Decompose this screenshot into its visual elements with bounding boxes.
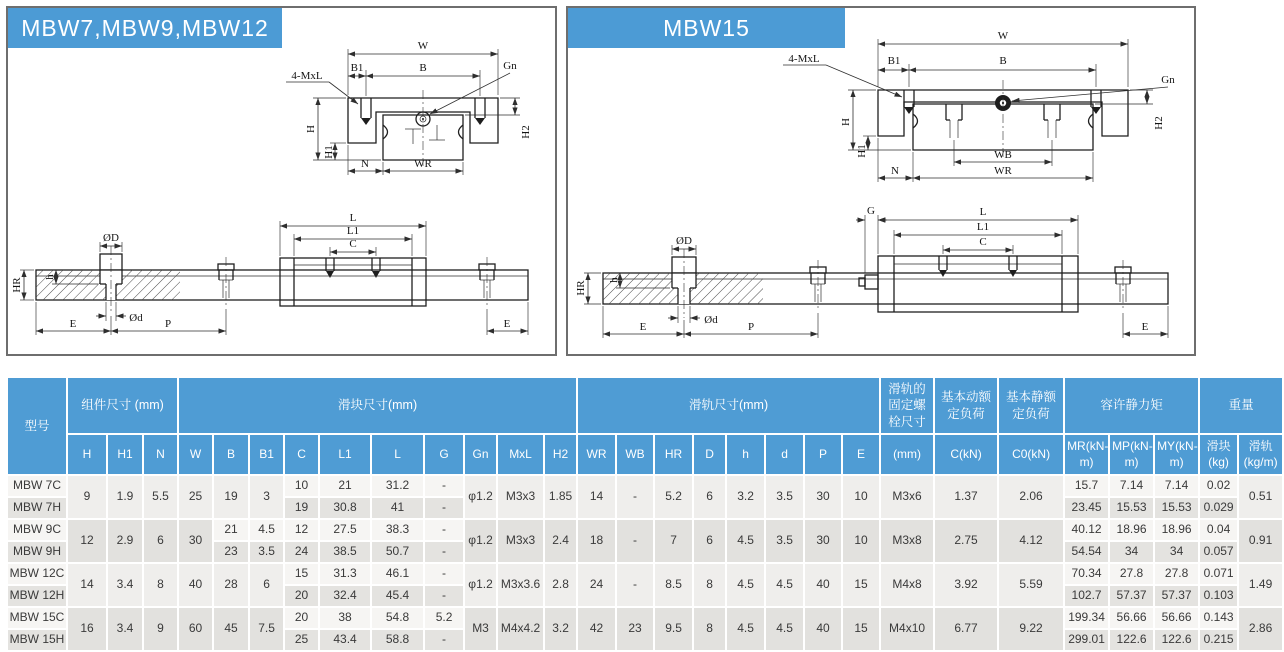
cell: 45 [214, 608, 248, 650]
cell: M4x4.2 [498, 608, 543, 650]
cell: 46.1 [372, 564, 423, 584]
cell: 122.6 [1155, 630, 1198, 650]
group-header: 滑块尺寸(mm) [179, 378, 576, 433]
cell: 5.2 [655, 476, 692, 518]
col-header: E [843, 435, 879, 474]
dim-label-b: B [999, 55, 1007, 67]
col-header: N [144, 435, 177, 474]
dim-label-dia-d-lower: Ød [704, 314, 718, 326]
cell: 0.04 [1200, 520, 1237, 540]
col-header: C0(kN) [999, 435, 1063, 474]
cell: 4.5 [727, 564, 764, 606]
cell: 38 [320, 608, 370, 628]
cell: M3x6 [881, 476, 933, 518]
dim-label-dia-d-upper: ØD [676, 235, 692, 247]
dim-label-b1: B1 [350, 62, 364, 74]
col-header: MY(kN-m) [1155, 435, 1198, 474]
cell: 70.34 [1065, 564, 1108, 584]
row-model-mbw-9c: MBW 9C [8, 520, 66, 540]
table-row [8, 564, 1282, 584]
cell: 40 [179, 564, 212, 606]
cell: 8.5 [655, 564, 692, 606]
cell: 7.14 [1155, 476, 1198, 496]
group-header: 容许静力矩 [1065, 378, 1198, 433]
cell: 7.14 [1110, 476, 1153, 496]
spec-table [6, 376, 1284, 652]
dim-label-wr: WR [414, 158, 432, 170]
cell: 30.8 [320, 498, 370, 518]
cell: 15.53 [1155, 498, 1198, 518]
cell: 27.8 [1110, 564, 1153, 584]
dim-label-hr: HR [11, 277, 23, 293]
dim-label-e-right: E [1141, 321, 1149, 333]
col-header: MP(kN-m) [1110, 435, 1153, 474]
cell: - [425, 520, 463, 540]
cell: M3x3.6 [498, 564, 543, 606]
cell: 199.34 [1065, 608, 1108, 628]
dim-label-h-small: h [608, 277, 620, 283]
cell: 8 [144, 564, 177, 606]
cell: 4.5 [727, 520, 764, 562]
row-model-mbw-15c: MBW 15C [8, 608, 66, 628]
cell: 6 [144, 520, 177, 562]
cell: 23 [214, 542, 248, 562]
cell: 12 [285, 520, 318, 540]
col-header: H [68, 435, 106, 474]
cell: 43.4 [320, 630, 370, 650]
dim-label-c: C [979, 236, 987, 248]
row-model-mbw-7c: MBW 7C [8, 476, 66, 496]
col-header: L [372, 435, 423, 474]
col-header: W [179, 435, 212, 474]
cell: 27.5 [320, 520, 370, 540]
col-header: C(kN) [935, 435, 997, 474]
col-header: WB [617, 435, 653, 474]
cell: 1.85 [545, 476, 576, 518]
col-header-model: 型号 [8, 378, 66, 474]
dim-label-l1: L1 [976, 221, 990, 233]
dim-label-g: G [867, 205, 875, 217]
cell: 20 [285, 608, 318, 628]
cell: - [425, 564, 463, 584]
cell: 32.4 [320, 586, 370, 606]
cell: 25 [285, 630, 318, 650]
cell: 57.37 [1110, 586, 1153, 606]
cell: 31.2 [372, 476, 423, 496]
group-header: 基本静额定负荷 [999, 378, 1063, 433]
cell: 0.51 [1239, 476, 1282, 518]
col-header: L1 [320, 435, 370, 474]
cell: 122.6 [1110, 630, 1153, 650]
cell: 15.7 [1065, 476, 1108, 496]
row-model-mbw-15h: MBW 15H [8, 630, 66, 650]
cell: 60 [179, 608, 212, 650]
cell: 10 [843, 476, 879, 518]
dim-label-dia-d-upper: ØD [103, 232, 119, 244]
cell: - [425, 498, 463, 518]
cell: 4.5 [727, 608, 764, 650]
dim-label-n: N [361, 158, 369, 170]
panel-title-right [568, 8, 845, 48]
spec-table-wrap [6, 376, 1278, 652]
cell: 42 [578, 608, 615, 650]
cell: 3.5 [766, 476, 803, 518]
col-header: G [425, 435, 463, 474]
cell: 2.86 [1239, 608, 1282, 650]
table-row [8, 520, 1282, 540]
cell: 34 [1155, 542, 1198, 562]
cell: 5.59 [999, 564, 1063, 606]
cell: 10 [285, 476, 318, 496]
cell: 15 [285, 564, 318, 584]
cell: 27.8 [1155, 564, 1198, 584]
cell: M3x8 [881, 520, 933, 562]
cell: 8 [694, 564, 725, 606]
cell: 0.103 [1200, 586, 1237, 606]
col-header: MxL [498, 435, 543, 474]
cell: 40 [805, 564, 841, 606]
cell: 2.9 [108, 520, 142, 562]
cell: 31.3 [320, 564, 370, 584]
cell: 3 [250, 476, 283, 518]
cell: - [617, 564, 653, 606]
cell: M3x3 [498, 476, 543, 518]
rail-hole-slot [946, 104, 962, 138]
cell: 28 [214, 564, 248, 606]
dim-label-h1: H1 [856, 144, 868, 158]
cell: 5.5 [144, 476, 177, 518]
row-model-mbw-7h: MBW 7H [8, 498, 66, 518]
col-header: d [766, 435, 803, 474]
cell: 14 [68, 564, 106, 606]
col-header: 滑轨(kg/m) [1239, 435, 1282, 474]
group-header: 基本动额定负荷 [935, 378, 997, 433]
cell: 6 [694, 520, 725, 562]
cell: 2.75 [935, 520, 997, 562]
row-model-mbw-9h: MBW 9H [8, 542, 66, 562]
cell: φ1.2 [465, 564, 496, 606]
cell: 2.8 [545, 564, 576, 606]
cell: 4.5 [766, 608, 803, 650]
dim-label-p: P [164, 318, 172, 330]
cell: 0.215 [1200, 630, 1237, 650]
dim-label-h: H [840, 118, 852, 126]
cell: 5.2 [425, 608, 463, 628]
dim-label-w: W [997, 30, 1009, 42]
cell: 6 [694, 476, 725, 518]
dim-label-e-left: E [639, 321, 647, 333]
cell: φ1.2 [465, 476, 496, 518]
cell: 50.7 [372, 542, 423, 562]
col-header: H2 [545, 435, 576, 474]
cell: 0.057 [1200, 542, 1237, 562]
cell: M3x3 [498, 520, 543, 562]
cell: 2.4 [545, 520, 576, 562]
cell: M4x10 [881, 608, 933, 650]
col-header: P [805, 435, 841, 474]
cell: 15 [843, 608, 879, 650]
cell: 0.143 [1200, 608, 1237, 628]
cell: 0.071 [1200, 564, 1237, 584]
dim-label-wr: WR [994, 165, 1012, 177]
cell: 9.5 [655, 608, 692, 650]
col-header: h [727, 435, 764, 474]
cell: 10 [843, 520, 879, 562]
rail-hole-slot [1044, 104, 1060, 138]
cell: - [425, 476, 463, 496]
cell: 9.22 [999, 608, 1063, 650]
dim-label-4mxl: 4-MxL [788, 53, 820, 65]
cell: 34 [1110, 542, 1153, 562]
table-row [8, 476, 1282, 496]
cell: 4.5 [250, 520, 283, 540]
cell: - [617, 520, 653, 562]
diagram-panel-mbw7-9-12 [6, 6, 557, 356]
dim-label-p: P [747, 321, 755, 333]
group-header: 滑轨尺寸(mm) [578, 378, 879, 433]
dim-label-e-right: E [503, 318, 511, 330]
cell: 7.5 [250, 608, 283, 650]
cell: 4.5 [766, 564, 803, 606]
row-model-mbw-12h: MBW 12H [8, 586, 66, 606]
diagram-panel-mbw15 [566, 6, 1196, 356]
dim-label-gn: Gn [1161, 74, 1175, 86]
cell: 19 [214, 476, 248, 518]
dim-label-dia-d-lower: Ød [129, 312, 143, 324]
dim-label-l: L [979, 206, 987, 218]
dim-label-h-small: h [44, 274, 56, 280]
cell: 18 [578, 520, 615, 562]
cell: 3.5 [766, 520, 803, 562]
cell: 30 [805, 476, 841, 518]
dim-label-h2: H2 [520, 125, 532, 139]
col-header: Gn [465, 435, 496, 474]
dim-label-wb: WB [994, 149, 1012, 161]
cell: 15.53 [1110, 498, 1153, 518]
cell: 3.4 [108, 564, 142, 606]
cell: 38.5 [320, 542, 370, 562]
group-header: 滑轨的固定螺栓尺寸 [881, 378, 933, 433]
dim-label-b: B [419, 62, 427, 74]
col-header: 滑块(kg) [1200, 435, 1237, 474]
cell: 1.49 [1239, 564, 1282, 606]
cell: 16 [68, 608, 106, 650]
dim-label-h: H [305, 125, 317, 133]
drawing-cross-and-side-view-small [8, 8, 555, 354]
side-view [11, 212, 528, 335]
dim-label-gn: Gn [503, 60, 517, 72]
panel-title-right-text: MBW15 [663, 14, 750, 41]
side-view [575, 205, 1168, 338]
dim-label-b1: B1 [887, 55, 901, 67]
cell: 25 [179, 476, 212, 518]
dim-label-w: W [417, 40, 429, 52]
cell: 23.45 [1065, 498, 1108, 518]
cell: 4.12 [999, 520, 1063, 562]
cross-section-view [286, 40, 532, 175]
cell: 38.3 [372, 520, 423, 540]
cell: - [425, 586, 463, 606]
cell: - [425, 542, 463, 562]
cell: 102.7 [1065, 586, 1108, 606]
cell: - [617, 476, 653, 518]
col-header: B [214, 435, 248, 474]
cell: 12 [68, 520, 106, 562]
col-header: C [285, 435, 318, 474]
col-header: H1 [108, 435, 142, 474]
col-header: HR [655, 435, 692, 474]
cell: 3.5 [250, 542, 283, 562]
cell: - [425, 630, 463, 650]
dim-label-n: N [891, 165, 899, 177]
cell: 18.96 [1110, 520, 1153, 540]
cell: 6.77 [935, 608, 997, 650]
cell: 23 [617, 608, 653, 650]
cell: 3.2 [727, 476, 764, 518]
cell: 41 [372, 498, 423, 518]
group-header: 重量 [1200, 378, 1282, 433]
panel-title-left [8, 8, 282, 48]
cell: 15 [843, 564, 879, 606]
cross-section-view [783, 30, 1175, 182]
cell: 7 [655, 520, 692, 562]
cell: 57.37 [1155, 586, 1198, 606]
cell: 3.92 [935, 564, 997, 606]
dim-label-l: L [349, 212, 357, 224]
dim-label-hr: HR [575, 280, 587, 296]
col-header: B1 [250, 435, 283, 474]
row-model-mbw-12c: MBW 12C [8, 564, 66, 584]
dim-label-c: C [349, 238, 357, 250]
cell: 30 [179, 520, 212, 562]
cell: 14 [578, 476, 615, 518]
cell: 40 [805, 608, 841, 650]
table-row [8, 608, 1282, 628]
cell: 58.8 [372, 630, 423, 650]
col-header: WR [578, 435, 615, 474]
cell: 0.02 [1200, 476, 1237, 496]
cell: 1.9 [108, 476, 142, 518]
col-header: MR(kN-m) [1065, 435, 1108, 474]
cell: 21 [320, 476, 370, 496]
cell: 9 [68, 476, 106, 518]
cell: 19 [285, 498, 318, 518]
drawing-cross-and-side-view-wide [568, 8, 1194, 354]
cell: M4x8 [881, 564, 933, 606]
cell: 3.2 [545, 608, 576, 650]
cell: 0.91 [1239, 520, 1282, 562]
col-header: D [694, 435, 725, 474]
cell: 9 [144, 608, 177, 650]
col-header: (mm) [881, 435, 933, 474]
dim-label-4mxl: 4-MxL [291, 70, 323, 82]
cell: 40.12 [1065, 520, 1108, 540]
cell: 8 [694, 608, 725, 650]
cell: 54.54 [1065, 542, 1108, 562]
dim-label-h2: H2 [1153, 116, 1165, 130]
dim-label-l1: L1 [346, 225, 360, 237]
cell: 3.4 [108, 608, 142, 650]
cell: 21 [214, 520, 248, 540]
panel-title-left-text: MBW7,MBW9,MBW12 [21, 14, 269, 41]
dim-label-h1: H1 [323, 145, 335, 159]
cell: 0.029 [1200, 498, 1237, 518]
cell: M3 [465, 608, 496, 650]
cell: 20 [285, 586, 318, 606]
cell: 45.4 [372, 586, 423, 606]
group-header: 组件尺寸 (mm) [68, 378, 177, 433]
cell: 54.8 [372, 608, 423, 628]
cell: 56.66 [1155, 608, 1198, 628]
cell: 24 [578, 564, 615, 606]
cell: 299.01 [1065, 630, 1108, 650]
cell: 18.96 [1155, 520, 1198, 540]
cell: 30 [805, 520, 841, 562]
cell: 1.37 [935, 476, 997, 518]
cell: φ1.2 [465, 520, 496, 562]
dim-label-e-left: E [69, 318, 77, 330]
cell: 24 [285, 542, 318, 562]
cell: 6 [250, 564, 283, 606]
cell: 2.06 [999, 476, 1063, 518]
cell: 56.66 [1110, 608, 1153, 628]
